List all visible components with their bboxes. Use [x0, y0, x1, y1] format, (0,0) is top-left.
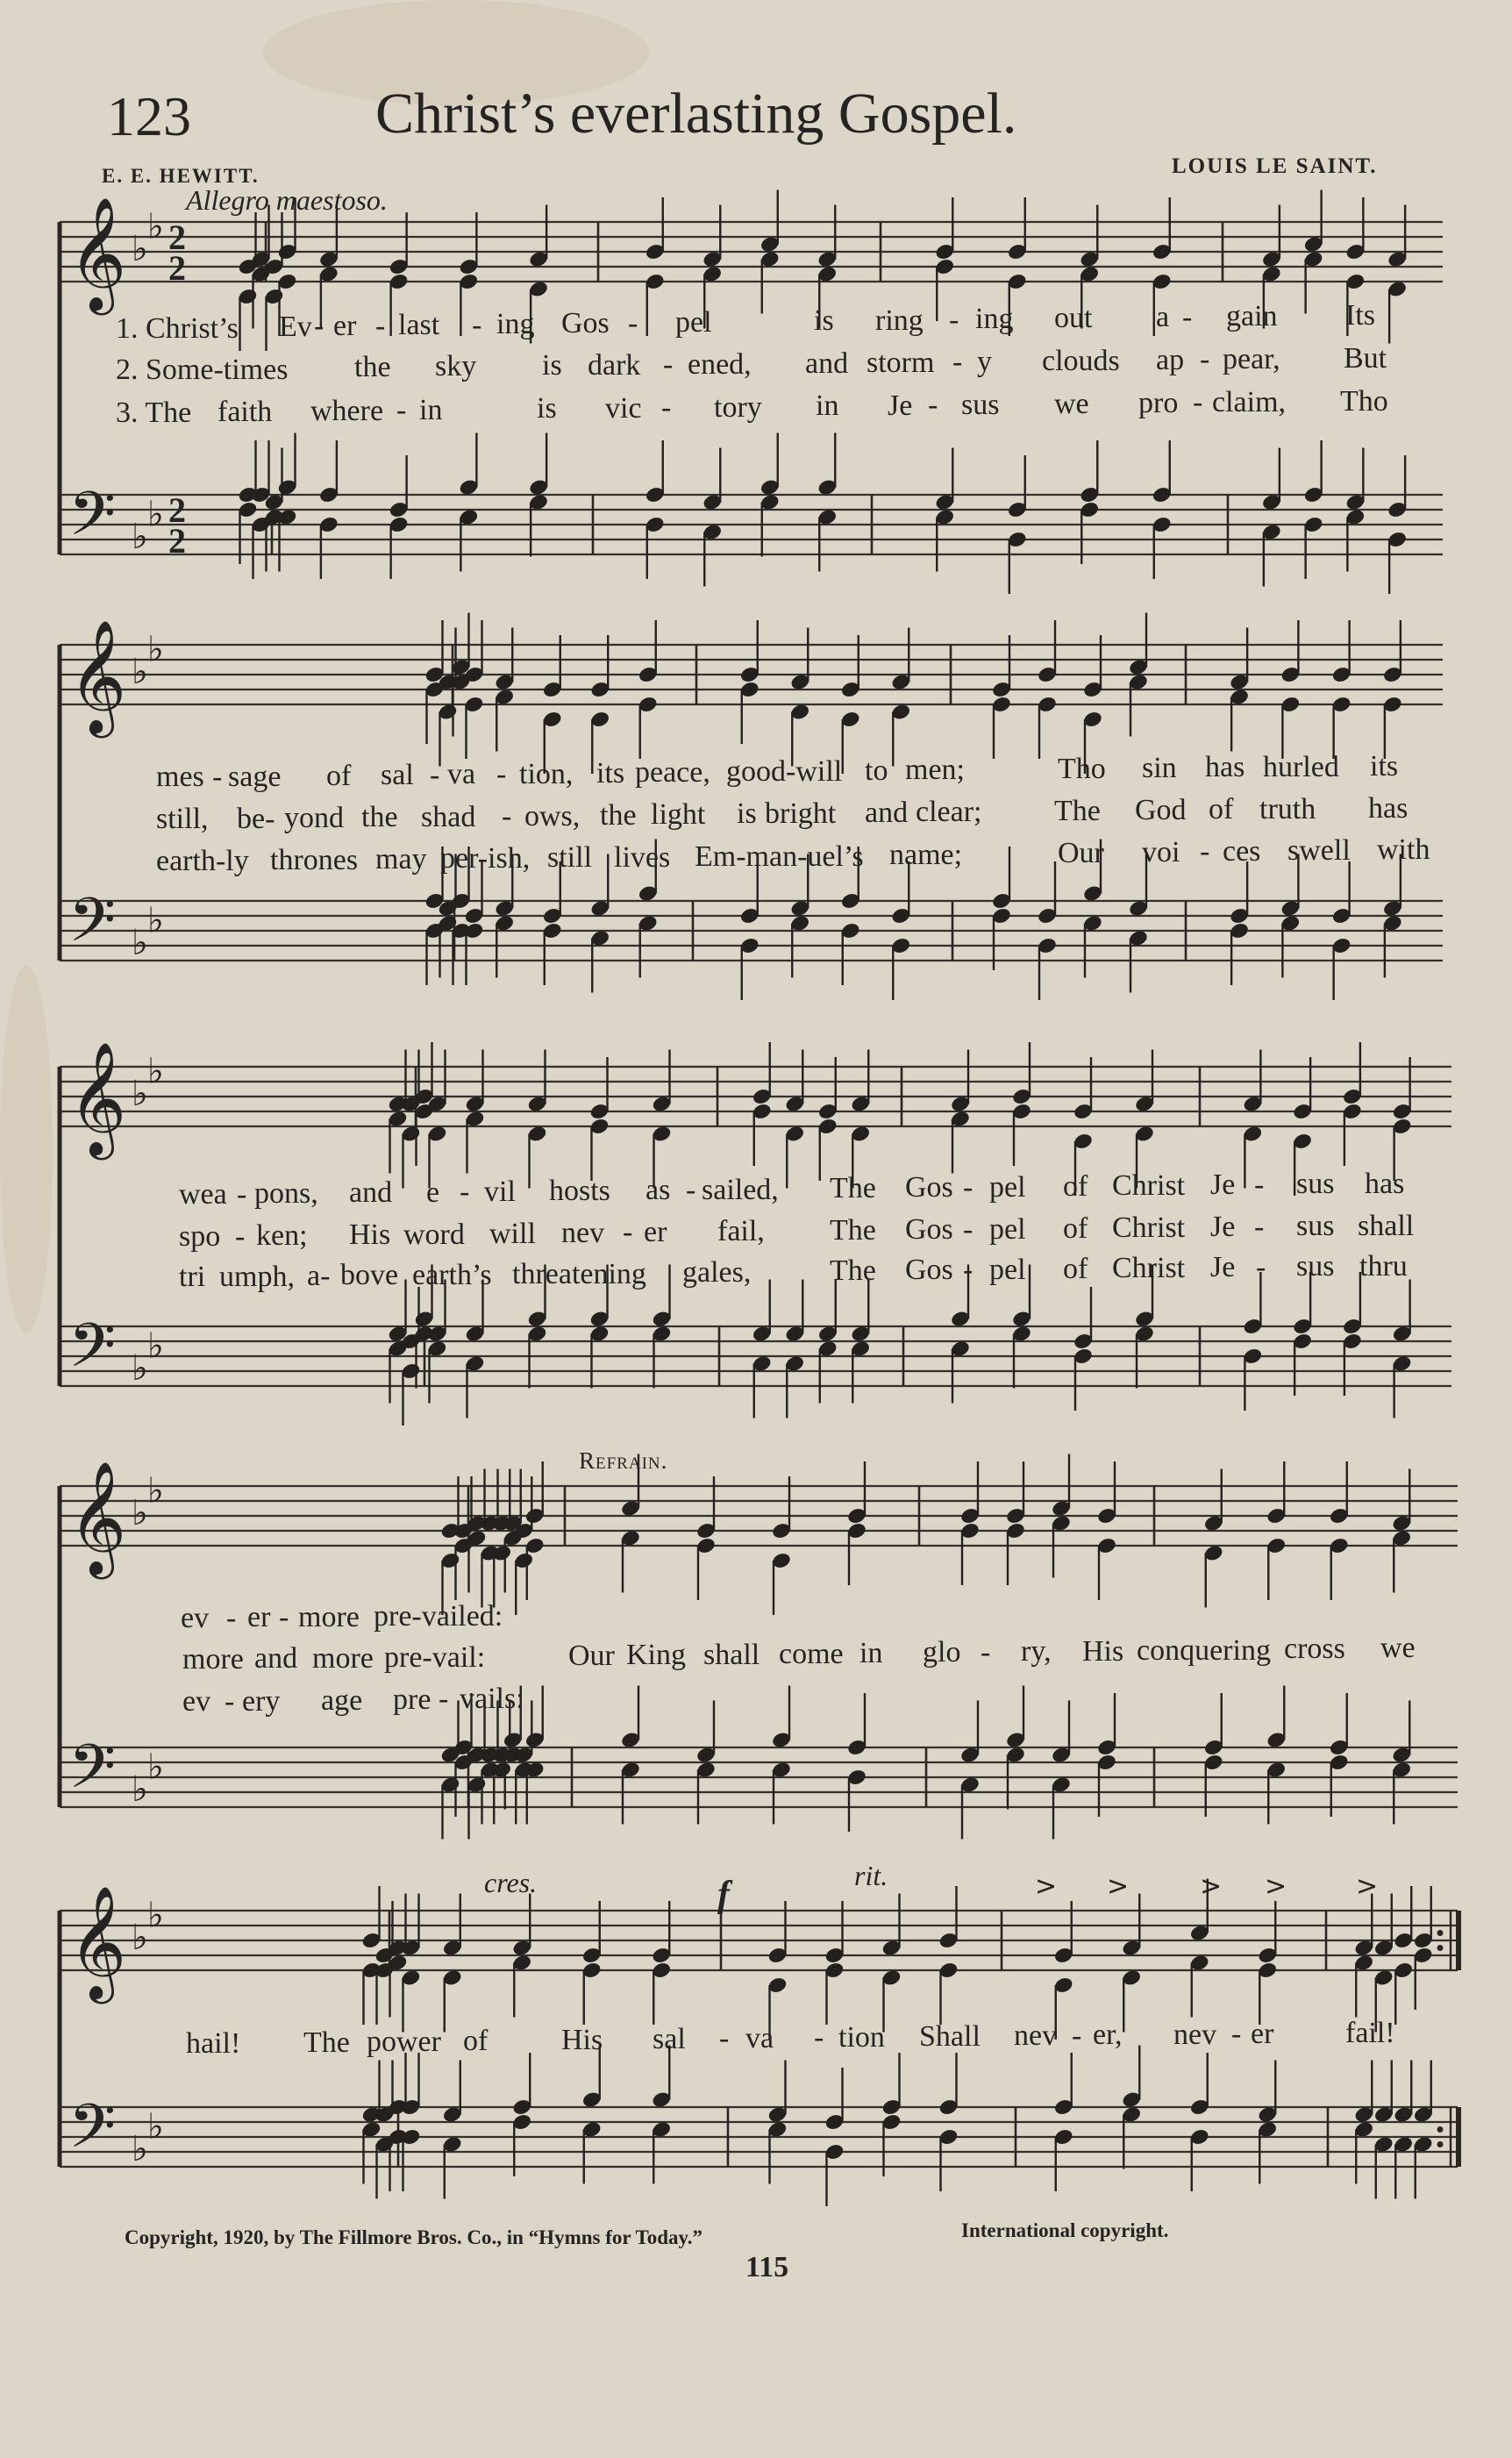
- lyric-syllable: tri: [179, 1261, 206, 1294]
- lyric-syllable: of: [1063, 1252, 1088, 1285]
- lyric-syllable: shall: [1358, 1209, 1415, 1242]
- lyric-syllable: -: [1254, 1210, 1265, 1243]
- lyric-syllable: -: [952, 345, 963, 378]
- lyric-syllable: of: [1063, 1211, 1088, 1245]
- lyric-syllable: word: [403, 1218, 465, 1251]
- lyric-syllable: -: [719, 2022, 730, 2055]
- lyric-syllable: er: [1251, 2017, 1274, 2050]
- lyric-syllable: -: [1182, 300, 1193, 333]
- lyric-syllable: -: [496, 757, 507, 790]
- lyric-syllable: -: [212, 760, 223, 793]
- lyric-syllable: ces: [1223, 835, 1261, 868]
- lyric-syllable: the: [600, 798, 637, 832]
- lyric-syllable: fail!: [1345, 2016, 1395, 2049]
- flat-icon: ♭: [147, 1325, 164, 1367]
- lyric-syllable: we: [1054, 387, 1089, 420]
- lyric-syllable: -: [628, 306, 638, 339]
- lyric-syllable: ing: [496, 308, 535, 341]
- lyric-syllable: earth-ly: [156, 845, 249, 878]
- lyric-syllable: God: [1135, 794, 1187, 827]
- repeat-dot: [1437, 2126, 1444, 2133]
- lyric-syllable: spo: [179, 1220, 221, 1254]
- lyric-syllable: sage: [228, 760, 282, 793]
- lyricist: E. E. HEWITT.: [102, 165, 260, 187]
- dynamic-forte: f: [717, 1875, 730, 1915]
- lyric-syllable: va: [447, 758, 476, 791]
- hymn-title: Christ’s everlasting Gospel.: [375, 82, 1017, 146]
- lyric-syllable: King: [626, 1639, 686, 1672]
- lyric-syllable: and: [865, 796, 909, 829]
- lyric-syllable: vil: [484, 1175, 516, 1208]
- lyric-syllable: as: [645, 1174, 671, 1207]
- lyric-syllable: sus: [1296, 1250, 1335, 1283]
- lyric-syllable: still,: [156, 803, 209, 836]
- dynamic-rit: rit.: [854, 1860, 888, 1891]
- flat-icon: ♭: [132, 229, 148, 269]
- lyric-syllable: -: [963, 1253, 974, 1286]
- lyric-syllable: may: [375, 843, 427, 876]
- flat-icon: ♭: [132, 1493, 148, 1533]
- lyric-syllable: va: [745, 2022, 774, 2055]
- lyric-syllable: sin: [1142, 751, 1177, 784]
- lyric-syllable: The: [1054, 794, 1101, 827]
- flat-icon: ♭: [132, 652, 148, 692]
- flat-icon: ♭: [132, 1074, 148, 1114]
- lyric-syllable: hurled: [1263, 750, 1339, 783]
- final-barline: [1456, 1911, 1461, 1970]
- lyric-syllable: has: [1205, 751, 1245, 784]
- accent-mark: >: [1035, 1871, 1058, 1902]
- lyric-syllable: -: [663, 348, 674, 382]
- lyric-syllable: Gos: [905, 1171, 953, 1204]
- lyric-syllable: threatening: [512, 1257, 646, 1290]
- flat-icon: ♭: [147, 1470, 164, 1511]
- lyric-syllable: The: [830, 1172, 876, 1205]
- lyric-syllable: and: [805, 347, 849, 380]
- copyright-notice: Copyright, 1920, by The Fillmore Bros. Co., in “Hymns for Today.”: [125, 2226, 703, 2248]
- lyric-syllable: clouds: [1042, 345, 1120, 378]
- lyric-syllable: sal: [653, 2023, 686, 2056]
- lyric-syllable: pre: [393, 1683, 431, 1716]
- lyric-syllable: still: [547, 841, 593, 875]
- lyric-syllable: -: [314, 310, 325, 343]
- lyric-syllable: and: [254, 1642, 298, 1676]
- lyric-syllable: pel: [989, 1212, 1026, 1246]
- lyric-syllable: sal: [381, 759, 414, 792]
- lyric-syllable: Gos: [905, 1254, 953, 1287]
- lyric-syllable: will: [489, 1217, 536, 1250]
- time-signature: 2: [168, 248, 186, 288]
- lyric-syllable: -: [963, 1212, 974, 1246]
- treble-clef-icon: 𝄞: [68, 1885, 127, 1999]
- lyric-syllable: er: [333, 310, 357, 343]
- lyric-syllable: of: [1063, 1169, 1088, 1203]
- lyric-syllable: Ev: [279, 310, 312, 343]
- lyric-syllable: ken;: [256, 1219, 308, 1253]
- lyric-syllable: where: [310, 394, 384, 427]
- lyric-syllable: last: [398, 309, 440, 342]
- lyric-syllable: and: [349, 1176, 393, 1210]
- flat-icon: ♭: [147, 206, 164, 247]
- lyric-syllable: pel: [989, 1253, 1026, 1286]
- lyric-syllable: -: [226, 1601, 237, 1634]
- lyric-syllable: with: [1377, 833, 1430, 867]
- flat-icon: ♭: [147, 1895, 164, 1936]
- lyric-syllable: -: [396, 393, 407, 426]
- lyric-syllable: Em-man-uel’s: [695, 840, 864, 873]
- lyric-syllable: -: [1072, 2019, 1082, 2052]
- accent-mark: >: [1265, 1871, 1287, 1902]
- repeat-dot: [1437, 1930, 1444, 1936]
- accent-mark: >: [1200, 1871, 1223, 1902]
- lyric-syllable: more: [182, 1643, 244, 1676]
- lyric-syllable: faith: [218, 395, 273, 428]
- lyric-syllable: Our: [1058, 836, 1104, 869]
- final-barline: [1456, 2107, 1461, 2167]
- flat-icon: ♭: [147, 2106, 164, 2147]
- time-signature: 2: [168, 521, 186, 561]
- lyric-syllable: Gos: [561, 307, 610, 340]
- lyric-syllable: gales,: [682, 1255, 752, 1289]
- lyric-syllable: dark: [588, 348, 641, 382]
- lyric-syllable: ery: [242, 1684, 281, 1718]
- lyric-syllable: er: [247, 1601, 271, 1634]
- lyric-syllable: Je: [1210, 1168, 1236, 1202]
- lyric-syllable: earth’s: [412, 1258, 492, 1291]
- lyric-syllable: Christ: [1112, 1211, 1186, 1245]
- lyric-syllable: name;: [889, 838, 963, 871]
- lyric-syllable: Its: [1345, 298, 1375, 332]
- flat-icon: ♭: [132, 1918, 148, 1958]
- lyric-syllable: nev: [1014, 2019, 1058, 2053]
- lyric-syllable: pro: [1138, 387, 1179, 419]
- lyric-syllable: ened,: [688, 347, 752, 381]
- lyric-syllable: e: [426, 1175, 440, 1209]
- lyric-syllable: peace,: [635, 756, 710, 790]
- lyric-syllable: -: [225, 1684, 235, 1718]
- lyric-syllable: has: [1368, 791, 1409, 825]
- lyric-syllable: of: [463, 2025, 489, 2058]
- lyric-syllable: 3. The: [116, 396, 192, 429]
- lyric-syllable: Our: [568, 1640, 615, 1673]
- lyric-syllable: -: [1256, 1250, 1266, 1283]
- lyric-syllable: more: [312, 1641, 374, 1675]
- lyric-syllable: lives: [614, 840, 671, 874]
- tempo-marking: Allegro maestoso.: [186, 184, 388, 216]
- lyric-syllable: a: [1156, 301, 1170, 334]
- lyric-syllable: vic: [605, 391, 642, 425]
- flat-icon: ♭: [147, 1051, 164, 1092]
- lyric-syllable: -: [460, 1175, 470, 1209]
- lyric-syllable: Je: [1210, 1251, 1236, 1284]
- lyric-syllable: pre-vailed:: [374, 1600, 503, 1633]
- lyric-syllable: is: [537, 392, 557, 425]
- lyric-syllable: be-: [237, 802, 275, 835]
- treble-clef-icon: 𝄞: [68, 619, 127, 733]
- lyric-syllable: -: [623, 1216, 633, 1249]
- lyric-syllable: -: [1200, 343, 1210, 376]
- lyric-syllable: ing: [975, 303, 1014, 336]
- lyric-syllable: ring: [875, 304, 924, 337]
- lyric-syllable: -: [279, 1601, 289, 1634]
- flat-icon: ♭: [132, 923, 148, 963]
- lyric-syllable: fail,: [717, 1215, 765, 1248]
- lyric-syllable: clear;: [916, 796, 982, 829]
- lyric-syllable: The: [303, 2026, 350, 2059]
- lyric-syllable: -: [430, 758, 440, 791]
- lyric-syllable: is: [737, 797, 757, 831]
- lyric-syllable: power: [367, 2026, 441, 2059]
- bass-clef-icon: 𝄢: [68, 2090, 117, 2176]
- lyric-syllable: out: [1054, 302, 1093, 335]
- flat-icon: ♭: [147, 900, 164, 941]
- flat-icon: ♭: [147, 494, 164, 535]
- lyric-syllable: ry,: [1021, 1635, 1052, 1668]
- lyric-syllable: voi: [1142, 835, 1180, 868]
- lyric-syllable: is: [542, 349, 562, 382]
- lyric-syllable: -: [1193, 386, 1203, 419]
- lyric-syllable: a-: [307, 1259, 331, 1292]
- lyric-syllable: light: [651, 798, 706, 832]
- lyric-syllable: of: [326, 759, 352, 792]
- lyric-syllable: tion,: [519, 757, 574, 790]
- lyric-syllable: Christ: [1112, 1169, 1186, 1203]
- lyric-syllable: in: [859, 1636, 883, 1669]
- lyric-syllable: tion: [838, 2021, 885, 2054]
- accent-mark: >: [1356, 1871, 1379, 1902]
- repeat-dot: [1437, 2141, 1444, 2147]
- lyric-syllable: ev: [181, 1602, 210, 1635]
- lyric-syllable: tory: [714, 390, 762, 424]
- lyric-syllable: truth: [1259, 792, 1316, 825]
- bass-clef-icon: 𝄢: [68, 1731, 117, 1817]
- lyric-syllable: er: [644, 1216, 667, 1249]
- lyric-syllable: good-will: [726, 755, 843, 789]
- lyric-syllable: we: [1380, 1632, 1416, 1665]
- time-signature: 2: [168, 218, 186, 257]
- lyric-syllable: -: [814, 2021, 824, 2054]
- lyric-syllable: in: [419, 393, 443, 426]
- lyric-syllable: shad: [421, 800, 476, 833]
- lyric-syllable: Tho: [1058, 752, 1106, 785]
- lyric-syllable: -: [963, 1170, 974, 1204]
- composer: LOUIS LE SAINT.: [1172, 154, 1378, 178]
- lyric-syllable: thrones: [270, 844, 359, 877]
- lyric-syllable: conquering: [1137, 1634, 1271, 1668]
- lyric-syllable: -: [375, 309, 386, 342]
- lyric-syllable: vails:: [460, 1683, 524, 1716]
- lyric-syllable: of: [1209, 793, 1234, 826]
- lyric-syllable: -: [981, 1635, 991, 1668]
- lyric-syllable: umph,: [219, 1260, 295, 1293]
- lyric-syllable: y: [977, 345, 992, 378]
- lyric-syllable: Je: [1210, 1211, 1236, 1244]
- flat-icon: ♭: [132, 517, 148, 557]
- bass-clef-icon: 𝄢: [68, 884, 117, 970]
- lyric-syllable: hosts: [549, 1175, 610, 1208]
- lyric-syllable: Je: [888, 389, 913, 422]
- bass-clef-icon: 𝄢: [68, 478, 117, 564]
- page-number: 115: [745, 2251, 789, 2283]
- flat-icon: ♭: [132, 2129, 148, 2169]
- lyric-syllable: pel: [989, 1170, 1026, 1204]
- lyric-syllable: age: [321, 1683, 363, 1717]
- lyric-syllable: sus: [1296, 1168, 1335, 1201]
- lyric-syllable: -: [472, 308, 482, 341]
- lyric-syllable: -: [1231, 2018, 1242, 2051]
- lyric-syllable: ows,: [524, 799, 581, 832]
- lyric-syllable: Shall: [919, 2020, 981, 2054]
- lyric-syllable: per-ish,: [440, 842, 531, 875]
- international-copyright: International copyright.: [961, 2219, 1169, 2241]
- lyric-syllable: 1. Christ’s: [116, 311, 239, 345]
- lyric-syllable: -: [235, 1219, 246, 1253]
- lyric-syllable: swell: [1287, 834, 1351, 868]
- lyric-syllable: the: [361, 801, 398, 834]
- lyric-syllable: nev: [1173, 2018, 1217, 2051]
- flat-icon: ♭: [132, 1348, 148, 1389]
- dynamic-cres: cres.: [484, 1867, 538, 1898]
- lyric-syllable: thru: [1359, 1249, 1408, 1283]
- lyric-syllable: 2. Some-times: [116, 353, 289, 386]
- lyric-syllable: His: [561, 2024, 603, 2057]
- lyric-syllable: -: [928, 389, 938, 422]
- flat-icon: ♭: [132, 1769, 148, 1810]
- lyric-syllable: -: [949, 303, 959, 336]
- lyric-syllable: sky: [435, 350, 477, 383]
- lyric-syllable: pre-vail:: [384, 1641, 486, 1675]
- lyric-syllable: -: [237, 1177, 247, 1211]
- lyric-syllable: come: [779, 1637, 844, 1670]
- lyric-syllable: -: [686, 1173, 696, 1206]
- lyric-syllable: cross: [1284, 1633, 1345, 1666]
- lyric-syllable: sus: [961, 388, 1000, 421]
- lyric-syllable: gain: [1226, 300, 1278, 333]
- lyric-syllable: The: [830, 1254, 876, 1288]
- lyric-syllable: pons,: [254, 1177, 318, 1211]
- lyric-syllable: the: [354, 351, 391, 384]
- lyric-syllable: mes: [156, 761, 204, 794]
- lyric-syllable: bright: [765, 797, 837, 830]
- lyric-syllable: its: [1370, 749, 1399, 782]
- lyric-syllable: ap: [1156, 343, 1185, 376]
- bass-clef-icon: 𝄢: [68, 1310, 117, 1396]
- lyric-syllable: bove: [340, 1259, 399, 1292]
- lyric-syllable: hail!: [186, 2027, 241, 2061]
- lyric-syllable: men;: [905, 754, 965, 787]
- lyric-syllable: claim,: [1212, 386, 1287, 419]
- lyric-syllable: -: [439, 1683, 449, 1716]
- lyric-syllable: sus: [1296, 1210, 1335, 1243]
- lyric-syllable: er,: [1093, 2019, 1123, 2052]
- lyric-syllable: sailed,: [702, 1173, 779, 1206]
- treble-clef-icon: 𝄞: [68, 196, 127, 311]
- lyric-syllable: Gos: [905, 1213, 953, 1247]
- lyric-syllable: His: [1082, 1634, 1124, 1668]
- lyric-syllable: in: [816, 389, 839, 423]
- lyric-syllable: to: [865, 754, 888, 787]
- accent-mark: >: [1107, 1871, 1130, 1902]
- lyric-syllable: its: [596, 756, 625, 790]
- lyric-syllable: His: [349, 1218, 391, 1252]
- lyric-syllable: Christ: [1112, 1252, 1186, 1285]
- lyric-syllable: is: [814, 304, 834, 338]
- refrain-label: Refrain.: [579, 1447, 668, 1474]
- lyric-syllable: shall: [703, 1638, 760, 1671]
- treble-clef-icon: 𝄞: [68, 1041, 127, 1155]
- flat-icon: ♭: [147, 1747, 164, 1788]
- time-signature: 2: [168, 490, 186, 530]
- treble-clef-icon: 𝄞: [68, 1461, 127, 1575]
- lyric-syllable: pear,: [1223, 343, 1280, 376]
- lyric-syllable: Tho: [1340, 384, 1388, 418]
- hymn-number: 123: [107, 85, 191, 147]
- flat-icon: ♭: [147, 629, 164, 670]
- lyric-syllable: yond: [284, 802, 344, 835]
- lyric-syllable: ev: [182, 1685, 211, 1718]
- lyric-syllable: -: [1200, 835, 1210, 868]
- lyric-syllable: wea: [179, 1178, 227, 1211]
- lyric-syllable: pel: [675, 306, 712, 339]
- lyric-syllable: -: [502, 799, 512, 832]
- lyric-syllable: But: [1344, 341, 1387, 375]
- lyric-syllable: more: [298, 1600, 360, 1633]
- lyric-syllable: glo: [923, 1636, 961, 1669]
- lyric-syllable: nev: [561, 1217, 605, 1250]
- lyric-syllable: storm: [867, 346, 935, 379]
- repeat-dot: [1437, 1945, 1444, 1951]
- lyric-syllable: -: [661, 391, 672, 425]
- lyric-syllable: has: [1365, 1167, 1405, 1200]
- lyric-syllable: The: [830, 1214, 876, 1247]
- lyric-syllable: -: [1254, 1168, 1265, 1201]
